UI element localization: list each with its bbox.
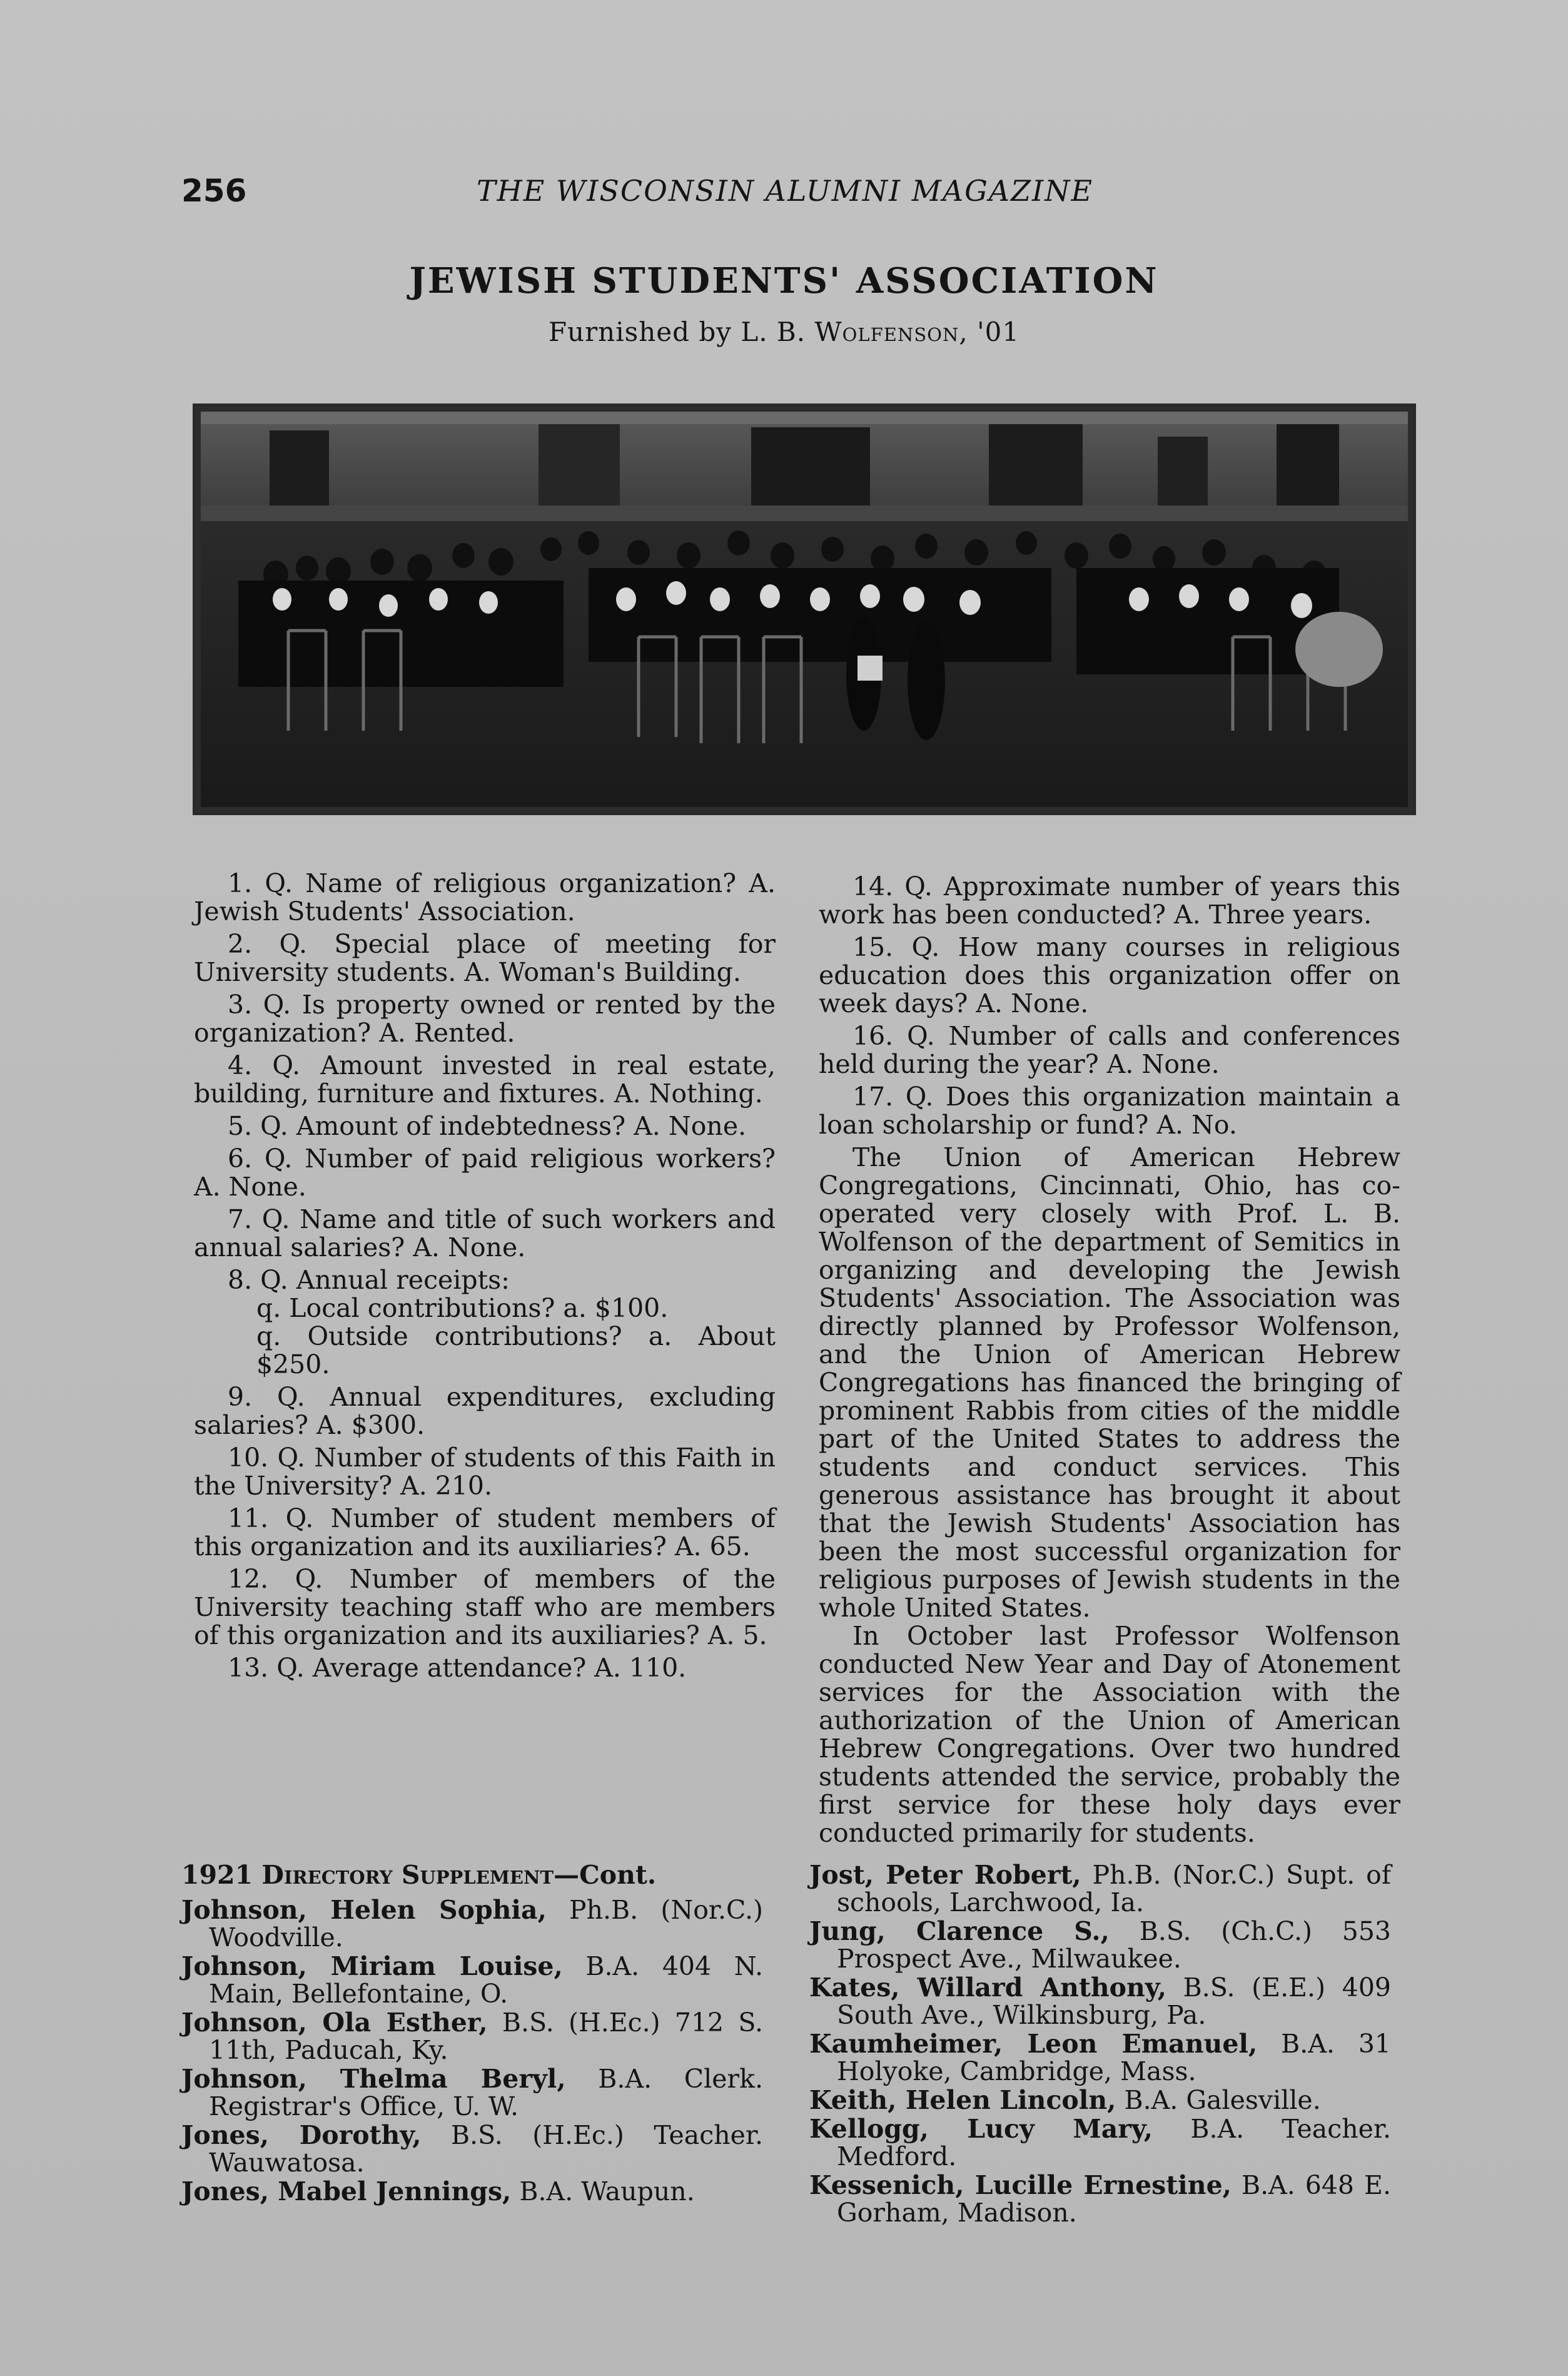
entry-details: B.A. Waupun. [511, 2176, 695, 2206]
byline-prefix: Furnished by L. B. [548, 317, 815, 347]
question-item: 11. Q. Number of student members of this organization and its auxiliaries? A. 65. [194, 1503, 776, 1561]
entry-details: Ph.B. (Nor.C.) Woodville. [209, 1895, 763, 1952]
question-item: 7. Q. Name and title of such workers and annual salaries? A. None. [194, 1204, 776, 1262]
question-item: 15. Q. How many courses in religious education does this organization offer on week days? A. None. [819, 932, 1400, 1018]
question-item: 4. Q. Amount invested in real estate, building, furniture and fixtures. A. Nothing. [194, 1050, 776, 1109]
directory-column-right [809, 1861, 1391, 2228]
directory-heading-suffix: —Cont. [554, 1860, 657, 1890]
byline-name: Wolfenson [814, 317, 959, 347]
entry-name: Kaumheimer, Leon Emanuel, [809, 2029, 1258, 2059]
running-head [181, 173, 1388, 210]
directory-entry [181, 1896, 763, 1951]
question-item: 9. Q. Annual expenditures, excluding salaries? A. $300. [194, 1382, 776, 1440]
entry-details: B.S. (H.Ec.) 712 S. 11th, Paducah, Ky. [209, 2008, 763, 2065]
entry-name: Jones, Dorothy, [181, 2120, 422, 2150]
directory-entry [809, 1861, 1391, 1916]
directory-entry [809, 2086, 1391, 2114]
directory-entry [809, 1917, 1391, 1972]
receipts-outside: q. Outside contributions? a. About $250. [256, 1321, 776, 1379]
entry-details: B.A. Galesville. [1116, 2085, 1321, 2115]
article-paragraph: In October last Professor Wolfenson conducted New Year and Day of Atonement services for the Association with the authorization of the Union of American Hebrew Congregations. Over two hundred students attended the service, probably the first service for these holy days ever conducted primarily for students. [819, 1621, 1400, 1848]
entry-name: Johnson, Ola Esther, [181, 2008, 488, 2038]
entry-details: B.A. Teacher. Medford. [837, 2114, 1391, 2171]
directory-entry [809, 2171, 1391, 2226]
directory-column-left [181, 1861, 763, 2206]
directory-heading-title: Directory Supplement [261, 1860, 554, 1890]
photo-illustration [201, 412, 1408, 807]
entry-name: Kellogg, Lucy Mary, [809, 2114, 1153, 2144]
questions-column-right [819, 873, 1400, 1847]
question-item: 10. Q. Number of students of this Faith in the University? A. 210. [194, 1443, 776, 1501]
entry-name: Kates, Willard Anthony, [809, 1972, 1166, 2003]
entry-name: Johnson, Helen Sophia, [181, 1895, 547, 1925]
entry-name: Jones, Mabel Jennings, [181, 2176, 512, 2206]
receipts-local: q. Local contributions? a. $100. [256, 1293, 669, 1323]
entry-details: B.S. (Ch.C.) 553 Prospect Ave., Milwaukee. [837, 1916, 1391, 1974]
entry-details: B.A. 404 N. Main, Bellefontaine, O. [209, 1951, 763, 2009]
question-item: 2. Q. Special place of meeting for University students. A. Woman's Building. [194, 929, 776, 987]
question-item: 6. Q. Number of paid religious workers? A. None. [194, 1144, 776, 1202]
magazine-title: THE WISCONSIN ALUMNI MAGAZINE [476, 174, 1094, 208]
group-photograph [193, 404, 1416, 815]
entry-details: Ph.B. (Nor.C.) Supt. of schools, Larchwood, Ia. [837, 1860, 1392, 1917]
questions-column-left [194, 870, 776, 1687]
directory-entry [181, 2178, 763, 2205]
directory-heading [181, 1861, 763, 1889]
byline-suffix: , '01 [959, 317, 1020, 347]
question-item: 1. Q. Name of religious organization? A. Jewish Students' Association. [194, 868, 776, 927]
page-number: 256 [181, 173, 247, 209]
directory-entry [181, 2009, 763, 2064]
question-item: 3. Q. Is property owned or rented by the organization? A. Rented. [194, 990, 776, 1048]
entry-details: B.A. Clerk. Registrar's Office, U. W. [209, 2064, 763, 2121]
entry-name: Keith, Helen Lincoln, [809, 2085, 1116, 2115]
entry-name: Jost, Peter Robert, [809, 1860, 1081, 1890]
entry-name: Jung, Clarence S., [809, 1916, 1110, 1946]
question-item-receipts [194, 1266, 776, 1379]
directory-entry [809, 1974, 1391, 2029]
question-item: 5. Q. Amount of indebtedness? A. None. [228, 1111, 747, 1141]
directory-entry [181, 2065, 763, 2120]
article-title: JEWISH STUDENTS' ASSOCIATION [409, 260, 1159, 302]
question-item: 12. Q. Number of members of the University teaching staff who are members of this organization and its auxiliaries? A. 5. [194, 1564, 776, 1650]
question-item: 13. Q. Average attendance? A. 110. [228, 1653, 687, 1683]
entry-name: Johnson, Miriam Louise, [181, 1951, 563, 1981]
directory-heading-year: 1921 [181, 1860, 262, 1890]
entry-name: Kessenich, Lucille Ernestine, [809, 2170, 1232, 2200]
byline [0, 317, 1568, 347]
question-item: 17. Q. Does this organization maintain a loan scholarship or fund? A. No. [819, 1082, 1400, 1140]
question-item: 16. Q. Number of calls and conferences held during the year? A. None. [819, 1021, 1400, 1079]
entry-details: B.A. 648 E. Gorham, Madison. [837, 2170, 1391, 2228]
directory-entry [181, 2121, 763, 2176]
question-item: 14. Q. Approximate number of years this work has been conducted? A. Three years. [819, 871, 1400, 930]
receipts-question: 8. Q. Annual receipts: [228, 1265, 510, 1295]
article-paragraph: The Union of American Hebrew Congregations, Cincinnati, Ohio, has co-operated very closely with Prof. L. B. Wolfenson of the department of Semitics in organizing and developing the Jewish Students' Association. The Association was directly planned by Professor Wolfenson, and the Union of American Hebrew Congregations has financed the bringing of prominent Rabbis from cities of the middle part of the United States to address the students and conduct services. This generous assistance has brought it about that the Jewish Students' Association has been the most successful organization for religious purposes of Jewish students in the whole United States. [819, 1142, 1400, 1623]
entry-details: B.S. (H.Ec.) Teacher. Wauwatosa. [209, 2120, 763, 2178]
entry-details: B.A. 31 Holyoke, Cambridge, Mass. [837, 2029, 1392, 2086]
entry-name: Johnson, Thelma Beryl, [181, 2064, 566, 2094]
entry-details: B.S. (E.E.) 409 South Ave., Wilkinsburg, Pa. [837, 1972, 1392, 2030]
directory-entry [809, 2115, 1391, 2170]
directory-entry [809, 2030, 1391, 2085]
directory-entry [181, 1952, 763, 2008]
